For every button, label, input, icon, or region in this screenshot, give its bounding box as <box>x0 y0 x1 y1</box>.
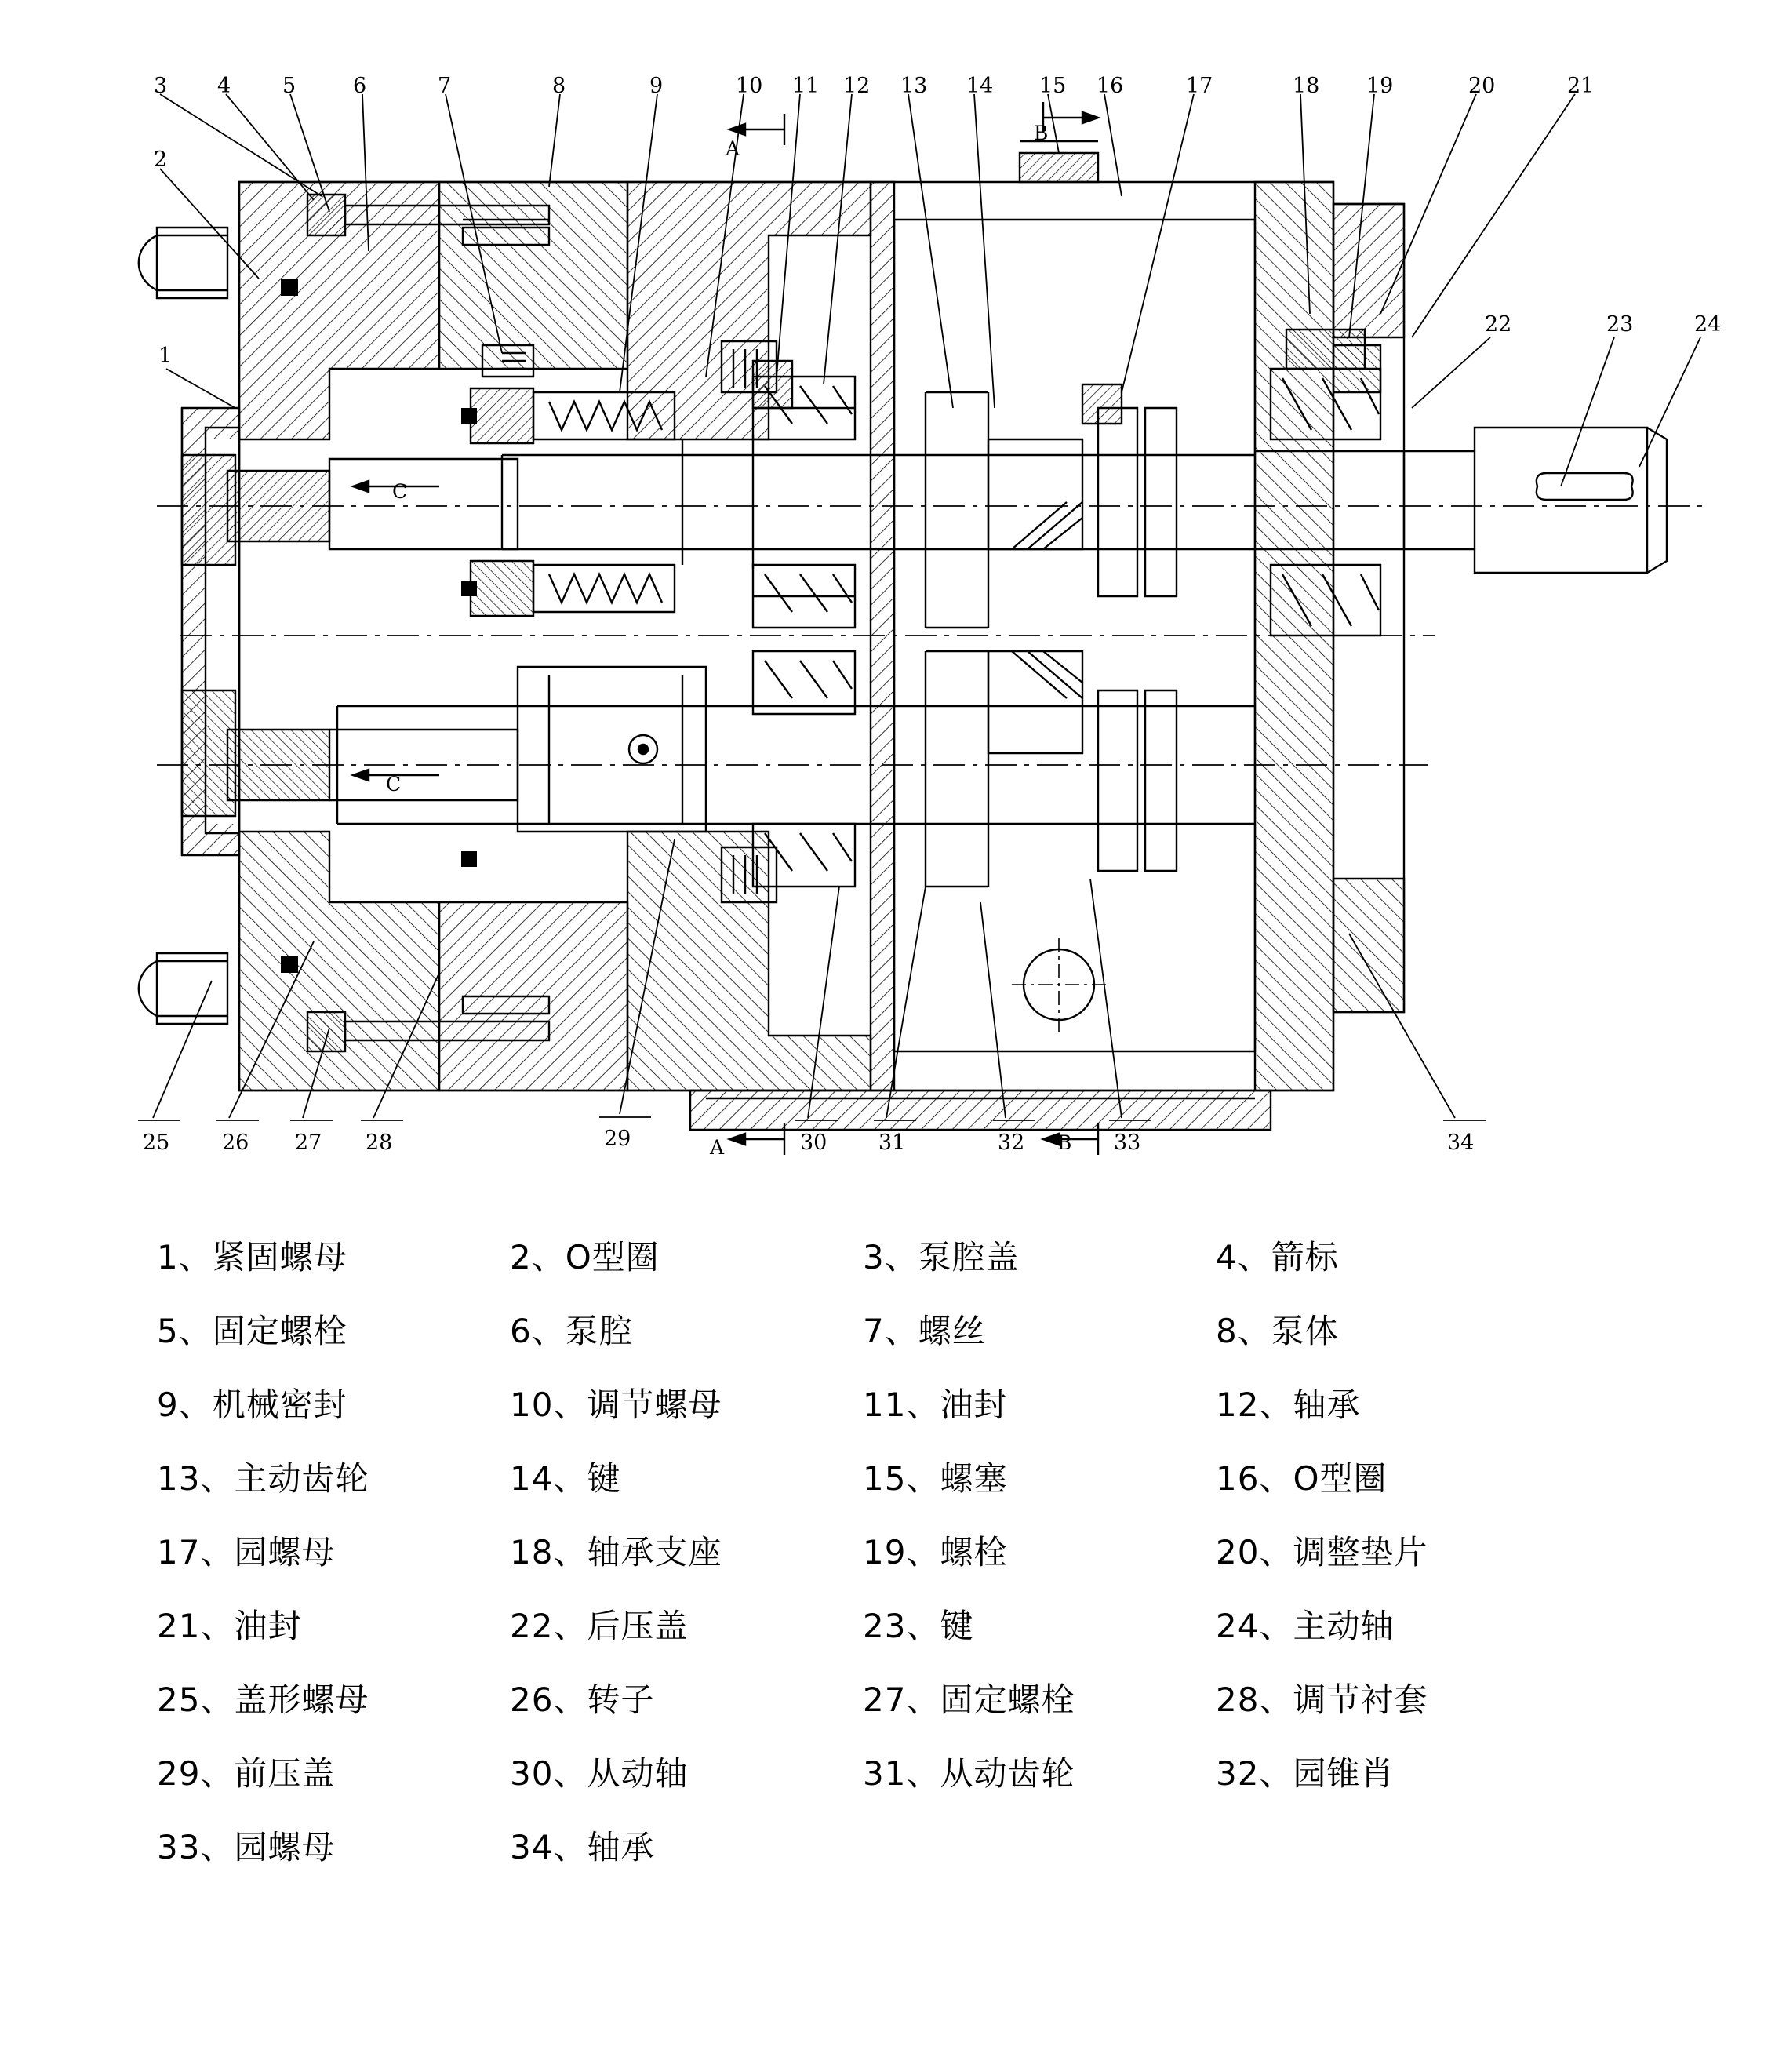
callout-number-top-11: 11 <box>792 74 820 98</box>
legend-item-number: 10、 <box>510 1386 587 1424</box>
legend-item-label: 键 <box>587 1459 621 1498</box>
callout-number-side-23: 23 <box>1606 312 1634 337</box>
callout-number-side-1: 1 <box>158 344 173 368</box>
legend-item-label: O型圈 <box>565 1238 660 1276</box>
oil-seal-11 <box>753 361 792 408</box>
callout-number-top-9: 9 <box>649 74 664 98</box>
oil-seal-21 <box>1333 345 1380 392</box>
section-label-C-lower: C <box>386 773 402 796</box>
parts-legend <box>157 1232 1647 1895</box>
round-nut-17 <box>1082 384 1122 424</box>
bearing-lower-left <box>753 565 855 628</box>
legend-item-number: 6、 <box>510 1312 566 1350</box>
callout-number-top-6: 6 <box>353 74 367 98</box>
legend-item-number: 7、 <box>863 1312 918 1350</box>
legend-item-1 <box>157 1232 510 1279</box>
legend-item-16 <box>1216 1453 1569 1500</box>
legend-item-label: 键 <box>940 1607 974 1645</box>
callout-number-bottom-30: 30 <box>800 1131 827 1155</box>
legend-item-29 <box>157 1748 510 1795</box>
legend-item-number: 4、 <box>1216 1238 1271 1276</box>
legend-item-number: 30、 <box>510 1754 587 1793</box>
legend-item-label: 调节螺母 <box>587 1386 722 1424</box>
legend-item-label: 紧固螺母 <box>212 1238 347 1276</box>
legend-item-21 <box>157 1600 510 1648</box>
legend-item-label: 螺栓 <box>940 1533 1008 1571</box>
legend-item-31 <box>863 1748 1216 1795</box>
legend-item-number: 11、 <box>863 1386 940 1424</box>
gear-collars <box>1098 408 1177 871</box>
legend-item-label: 后压盖 <box>587 1607 689 1645</box>
o-ring-lower <box>281 956 298 973</box>
plug-15 <box>1020 141 1098 182</box>
callout-number-bottom-29: 29 <box>604 1127 631 1151</box>
section-label-B-top: B <box>1034 122 1049 144</box>
legend-row <box>157 1527 1647 1574</box>
callout-number-side-24: 24 <box>1694 312 1722 337</box>
callout-number-bottom-27: 27 <box>295 1131 322 1155</box>
legend-item-5 <box>157 1305 510 1353</box>
legend-item-number: 34、 <box>510 1828 587 1866</box>
callout-number-top-4: 4 <box>217 74 231 98</box>
legend-item-19 <box>863 1527 1216 1574</box>
legend-item-label: 轴承支座 <box>587 1533 722 1571</box>
legend-item-number: 2、 <box>510 1238 566 1276</box>
legend-item-number: 27、 <box>863 1681 940 1719</box>
legend-item-27 <box>863 1674 1216 1721</box>
callout-number-bottom-34: 34 <box>1447 1131 1475 1155</box>
legend-item-22 <box>510 1600 863 1648</box>
legend-item-number: 26、 <box>510 1681 587 1719</box>
legend-item-label: 调节衬套 <box>1293 1681 1428 1719</box>
legend-item-label: 转子 <box>587 1681 655 1719</box>
legend-item-number: 23、 <box>863 1607 940 1645</box>
legend-item-14 <box>510 1453 863 1500</box>
callout-number-top-12: 12 <box>843 74 871 98</box>
legend-item-label: 前压盖 <box>234 1754 336 1793</box>
legend-item-17 <box>157 1527 510 1574</box>
callout-number-bottom-32: 32 <box>998 1131 1025 1155</box>
legend-item-number: 14、 <box>510 1459 587 1498</box>
legend-item-label: 从动齿轮 <box>940 1754 1075 1793</box>
rotor <box>518 667 706 832</box>
legend-item-28 <box>1216 1674 1569 1721</box>
legend-item-6 <box>510 1305 863 1353</box>
legend-item-13 <box>157 1453 510 1500</box>
legend-item-label: 箭标 <box>1271 1238 1339 1276</box>
legend-item-label: O型圈 <box>1293 1459 1388 1498</box>
legend-item-number: 25、 <box>157 1681 235 1719</box>
legend-item-4 <box>1216 1232 1569 1279</box>
callout-number-top-7: 7 <box>438 74 452 98</box>
legend-item-label: 主动轴 <box>1293 1607 1395 1645</box>
legend-item-11 <box>863 1379 1216 1426</box>
legend-item-label: 螺塞 <box>940 1459 1008 1498</box>
callout-number-top-19: 19 <box>1366 74 1394 98</box>
legend-row <box>157 1674 1647 1721</box>
legend-item-label: 调整垫片 <box>1293 1533 1428 1571</box>
legend-item-label: 主动齿轮 <box>234 1459 369 1498</box>
legend-item-10 <box>510 1379 863 1426</box>
o-ring-upper <box>281 279 298 296</box>
legend-item-number: 33、 <box>157 1828 235 1866</box>
legend-item-label: 油封 <box>234 1607 302 1645</box>
legend-item-number: 1、 <box>157 1238 213 1276</box>
legend-item-number: 22、 <box>510 1607 587 1645</box>
callout-number-top-10: 10 <box>736 74 763 98</box>
legend-item-label: 从动轴 <box>587 1754 689 1793</box>
legend-item-number: 12、 <box>1216 1386 1293 1424</box>
o-ring-mid <box>461 408 477 867</box>
legend-item-3 <box>863 1232 1216 1279</box>
mechanical-seal-lower <box>471 561 675 616</box>
legend-item-33 <box>157 1822 510 1869</box>
legend-item-label: 油封 <box>940 1386 1008 1424</box>
callout-number-bottom-26: 26 <box>222 1131 249 1155</box>
legend-item-number: 8、 <box>1216 1312 1271 1350</box>
legend-item-34 <box>510 1822 863 1869</box>
legend-item-12 <box>1216 1379 1569 1426</box>
legend-item-2 <box>510 1232 863 1279</box>
legend-row <box>157 1232 1647 1279</box>
legend-item-number: 21、 <box>157 1607 235 1645</box>
legend-item-number: 32、 <box>1216 1754 1293 1793</box>
section-arrow-B-top <box>1043 102 1098 133</box>
legend-item-number: 16、 <box>1216 1459 1293 1498</box>
legend-item-number: 31、 <box>863 1754 940 1793</box>
legend-item-24 <box>1216 1600 1569 1648</box>
cap-nut-upper <box>139 228 227 298</box>
legend-item-26 <box>510 1674 863 1721</box>
legend-item-label: 机械密封 <box>212 1386 347 1424</box>
legend-row <box>157 1453 1647 1500</box>
legend-item-number: 28、 <box>1216 1681 1293 1719</box>
legend-item-30 <box>510 1748 863 1795</box>
legend-item-label: 螺丝 <box>918 1312 986 1350</box>
bearing-driven-upper <box>753 651 855 714</box>
legend-item-number: 19、 <box>863 1533 940 1571</box>
legend-item-label: 泵体 <box>1271 1312 1339 1350</box>
callout-number-top-8: 8 <box>552 74 566 98</box>
legend-item-number: 17、 <box>157 1533 235 1571</box>
callout-number-side-2: 2 <box>154 147 168 172</box>
rotor-shaft <box>227 459 518 800</box>
callout-number-top-20: 20 <box>1468 74 1496 98</box>
legend-item-label: 固定螺栓 <box>940 1681 1075 1719</box>
legend-item-number: 15、 <box>863 1459 940 1498</box>
callout-number-bottom-28: 28 <box>366 1131 393 1155</box>
legend-item-32 <box>1216 1748 1569 1795</box>
legend-item-number: 24、 <box>1216 1607 1293 1645</box>
cap-nut-lower <box>139 953 227 1024</box>
callout-number-bottom-31: 31 <box>878 1131 906 1155</box>
legend-row <box>157 1600 1647 1648</box>
legend-item-23 <box>863 1600 1216 1648</box>
legend-item-number: 18、 <box>510 1533 587 1571</box>
legend-item-number: 3、 <box>863 1238 918 1276</box>
legend-item-label: 盖形螺母 <box>234 1681 369 1719</box>
legend-item-8 <box>1216 1305 1569 1353</box>
callout-number-top-18: 18 <box>1293 74 1320 98</box>
legend-item-number: 9、 <box>157 1386 213 1424</box>
legend-row <box>157 1305 1647 1353</box>
legend-item-label: 园锥肖 <box>1293 1754 1395 1793</box>
callout-number-top-14: 14 <box>966 74 994 98</box>
legend-item-label: 轴承 <box>587 1828 655 1866</box>
legend-item-label: 轴承 <box>1293 1386 1361 1424</box>
legend-row <box>157 1748 1647 1795</box>
callout-number-top-21: 21 <box>1567 74 1595 98</box>
callout-number-bottom-33: 33 <box>1114 1131 1141 1155</box>
callout-number-top-3: 3 <box>154 74 168 98</box>
legend-item-15 <box>863 1453 1216 1500</box>
legend-item-20 <box>1216 1527 1569 1574</box>
callout-number-top-5: 5 <box>282 74 296 98</box>
callout-number-bottom-25: 25 <box>143 1131 170 1155</box>
callout-number-top-17: 17 <box>1186 74 1213 98</box>
legend-item-number: 13、 <box>157 1459 235 1498</box>
section-label-A-top: A <box>726 137 740 160</box>
legend-item-number: 29、 <box>157 1754 235 1793</box>
legend-item-18 <box>510 1527 863 1574</box>
legend-row <box>157 1822 1647 1869</box>
legend-item-7 <box>863 1305 1216 1353</box>
callout-number-top-13: 13 <box>900 74 928 98</box>
legend-item-label: 园螺母 <box>234 1828 336 1866</box>
legend-item-9 <box>157 1379 510 1426</box>
legend-item-label: 园螺母 <box>234 1533 336 1571</box>
legend-item-25 <box>157 1674 510 1721</box>
legend-item-label: 固定螺栓 <box>212 1312 347 1350</box>
legend-item-number: 20、 <box>1216 1533 1293 1571</box>
legend-row <box>157 1379 1647 1426</box>
driven-gear <box>988 651 1082 753</box>
legend-item-number: 5、 <box>157 1312 213 1350</box>
legend-item-label: 泵腔 <box>565 1312 633 1350</box>
callout-number-top-16: 16 <box>1097 74 1124 98</box>
callout-number-side-22: 22 <box>1485 312 1512 337</box>
bore-circle <box>1012 938 1106 1032</box>
callout-number-top-15: 15 <box>1039 74 1067 98</box>
section-label-A-bottom: A <box>710 1136 725 1159</box>
section-label-B-bottom: B <box>1057 1131 1072 1154</box>
legend-item-label: 泵腔盖 <box>918 1238 1020 1276</box>
section-label-C-upper: C <box>392 480 408 503</box>
